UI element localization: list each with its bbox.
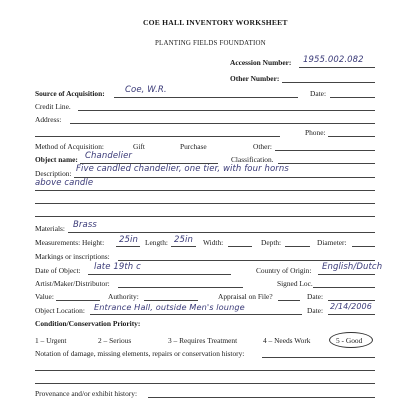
measurements-length-label: Length: bbox=[145, 238, 168, 247]
country-value[interactable]: English/Dutch bbox=[322, 262, 383, 272]
description-rule-3 bbox=[35, 203, 375, 204]
materials-label: Materials: bbox=[35, 224, 65, 233]
date-of-object-value[interactable]: late 19th c bbox=[94, 262, 141, 272]
measurements-depth-label: Depth: bbox=[261, 238, 282, 247]
markings-label: Markings or inscriptions: bbox=[35, 252, 110, 261]
condition-option-1[interactable]: 1 – Urgent bbox=[35, 336, 67, 345]
address-line-2 bbox=[35, 136, 280, 137]
description-rule-1 bbox=[74, 177, 375, 178]
phone-line bbox=[328, 136, 375, 137]
signed-line bbox=[313, 287, 375, 288]
method-other-line bbox=[275, 150, 375, 151]
condition-option-2[interactable]: 2 – Serious bbox=[98, 336, 132, 345]
location-date-value[interactable]: 2/14/2006 bbox=[330, 302, 372, 311]
credit-line-line bbox=[78, 110, 375, 111]
measurements-diameter-line bbox=[352, 246, 375, 247]
notation-line-3 bbox=[35, 383, 375, 384]
value-line bbox=[56, 300, 100, 301]
measurements-height-value[interactable]: 25in bbox=[119, 235, 138, 245]
method-other-label: Other: bbox=[253, 142, 272, 151]
object-name-label: Object name: bbox=[35, 155, 78, 164]
materials-line bbox=[68, 232, 375, 233]
source-date-label: Date: bbox=[310, 89, 327, 98]
source-date-line bbox=[330, 97, 375, 98]
object-name-value[interactable]: Chandelier bbox=[85, 151, 132, 161]
worksheet-subtitle: PLANTING FIELDS FOUNDATION bbox=[155, 40, 266, 47]
description-rule-4 bbox=[35, 216, 375, 217]
measurements-height-label: Measurements: Height: bbox=[35, 238, 105, 247]
method-gift[interactable]: Gift bbox=[133, 142, 145, 151]
provenance-label: Provenance and/or exhibit history: bbox=[35, 389, 138, 398]
accession-value[interactable]: 1955.002.082 bbox=[303, 55, 364, 65]
address-label: Address: bbox=[35, 115, 62, 124]
accession-line bbox=[299, 67, 375, 68]
location-value[interactable]: Entrance Hall, outside Men's lounge bbox=[94, 302, 245, 312]
artist-label: Artist/Maker/Distributor: bbox=[35, 279, 110, 288]
authority-label: Authority: bbox=[108, 292, 139, 301]
appraisal-date-line bbox=[328, 300, 375, 301]
other-number-line bbox=[282, 82, 375, 83]
appraisal-date-label: Date: bbox=[307, 292, 324, 301]
provenance-line bbox=[148, 397, 375, 398]
appraisal-line bbox=[278, 300, 300, 301]
method-purchase[interactable]: Purchase bbox=[180, 142, 207, 151]
location-line bbox=[90, 314, 302, 315]
other-number-label: Other Number: bbox=[230, 74, 280, 83]
description-line-1[interactable]: Five candled chandelier, one tier, with four horns bbox=[76, 164, 289, 174]
description-rule-2 bbox=[35, 190, 375, 191]
description-line-2[interactable]: above candle bbox=[35, 178, 94, 188]
notation-line-2 bbox=[35, 370, 375, 371]
notation-label: Notation of damage, missing elements, repairs or conservation history: bbox=[35, 349, 245, 358]
location-date-line bbox=[328, 314, 375, 315]
authority-line bbox=[144, 300, 198, 301]
measurements-diameter-label: Diameter: bbox=[317, 238, 347, 247]
condition-option-3[interactable]: 3 – Requires Treatment bbox=[168, 336, 238, 345]
date-of-object-label: Date of Object: bbox=[35, 266, 81, 275]
measurements-width-line bbox=[228, 246, 252, 247]
location-date-label: Date: bbox=[307, 306, 324, 315]
country-line bbox=[318, 274, 375, 275]
accession-label: Accession Number: bbox=[230, 58, 292, 67]
measurements-depth-line bbox=[285, 246, 310, 247]
date-of-object-line bbox=[88, 274, 231, 275]
source-label: Source of Acquisition: bbox=[35, 89, 105, 98]
measurements-width-label: Width: bbox=[203, 238, 224, 247]
source-value[interactable]: Coe, W.R. bbox=[125, 85, 167, 95]
measurements-height-line bbox=[116, 246, 140, 247]
condition-option-4[interactable]: 4 – Needs Work bbox=[263, 336, 311, 345]
classification-label: Classification. bbox=[231, 155, 274, 164]
artist-line bbox=[118, 287, 243, 288]
method-label: Method of Acquisition: bbox=[35, 142, 104, 151]
condition-label: Condition/Conservation Priority: bbox=[35, 319, 141, 328]
source-line bbox=[114, 97, 298, 98]
description-label: Description: bbox=[35, 169, 72, 178]
measurements-length-line bbox=[171, 246, 196, 247]
appraisal-label: Appraisal on File? bbox=[218, 292, 273, 301]
classification-line bbox=[278, 163, 375, 164]
value-label: Value: bbox=[35, 292, 54, 301]
country-label: Country of Origin: bbox=[256, 266, 312, 275]
credit-line-label: Credit Line. bbox=[35, 102, 71, 111]
materials-value[interactable]: Brass bbox=[73, 220, 97, 230]
condition-option-5[interactable]: 5 - Good bbox=[336, 336, 363, 345]
signed-label: Signed Loc. bbox=[277, 279, 313, 288]
markings-line bbox=[118, 260, 375, 261]
worksheet-title: COE HALL INVENTORY WORKSHEET bbox=[143, 18, 288, 27]
location-label: Object Location: bbox=[35, 306, 85, 315]
measurements-length-value[interactable]: 25in bbox=[174, 235, 193, 245]
notation-line-1 bbox=[262, 357, 375, 358]
phone-label: Phone: bbox=[305, 128, 326, 137]
address-line-1 bbox=[70, 123, 375, 124]
